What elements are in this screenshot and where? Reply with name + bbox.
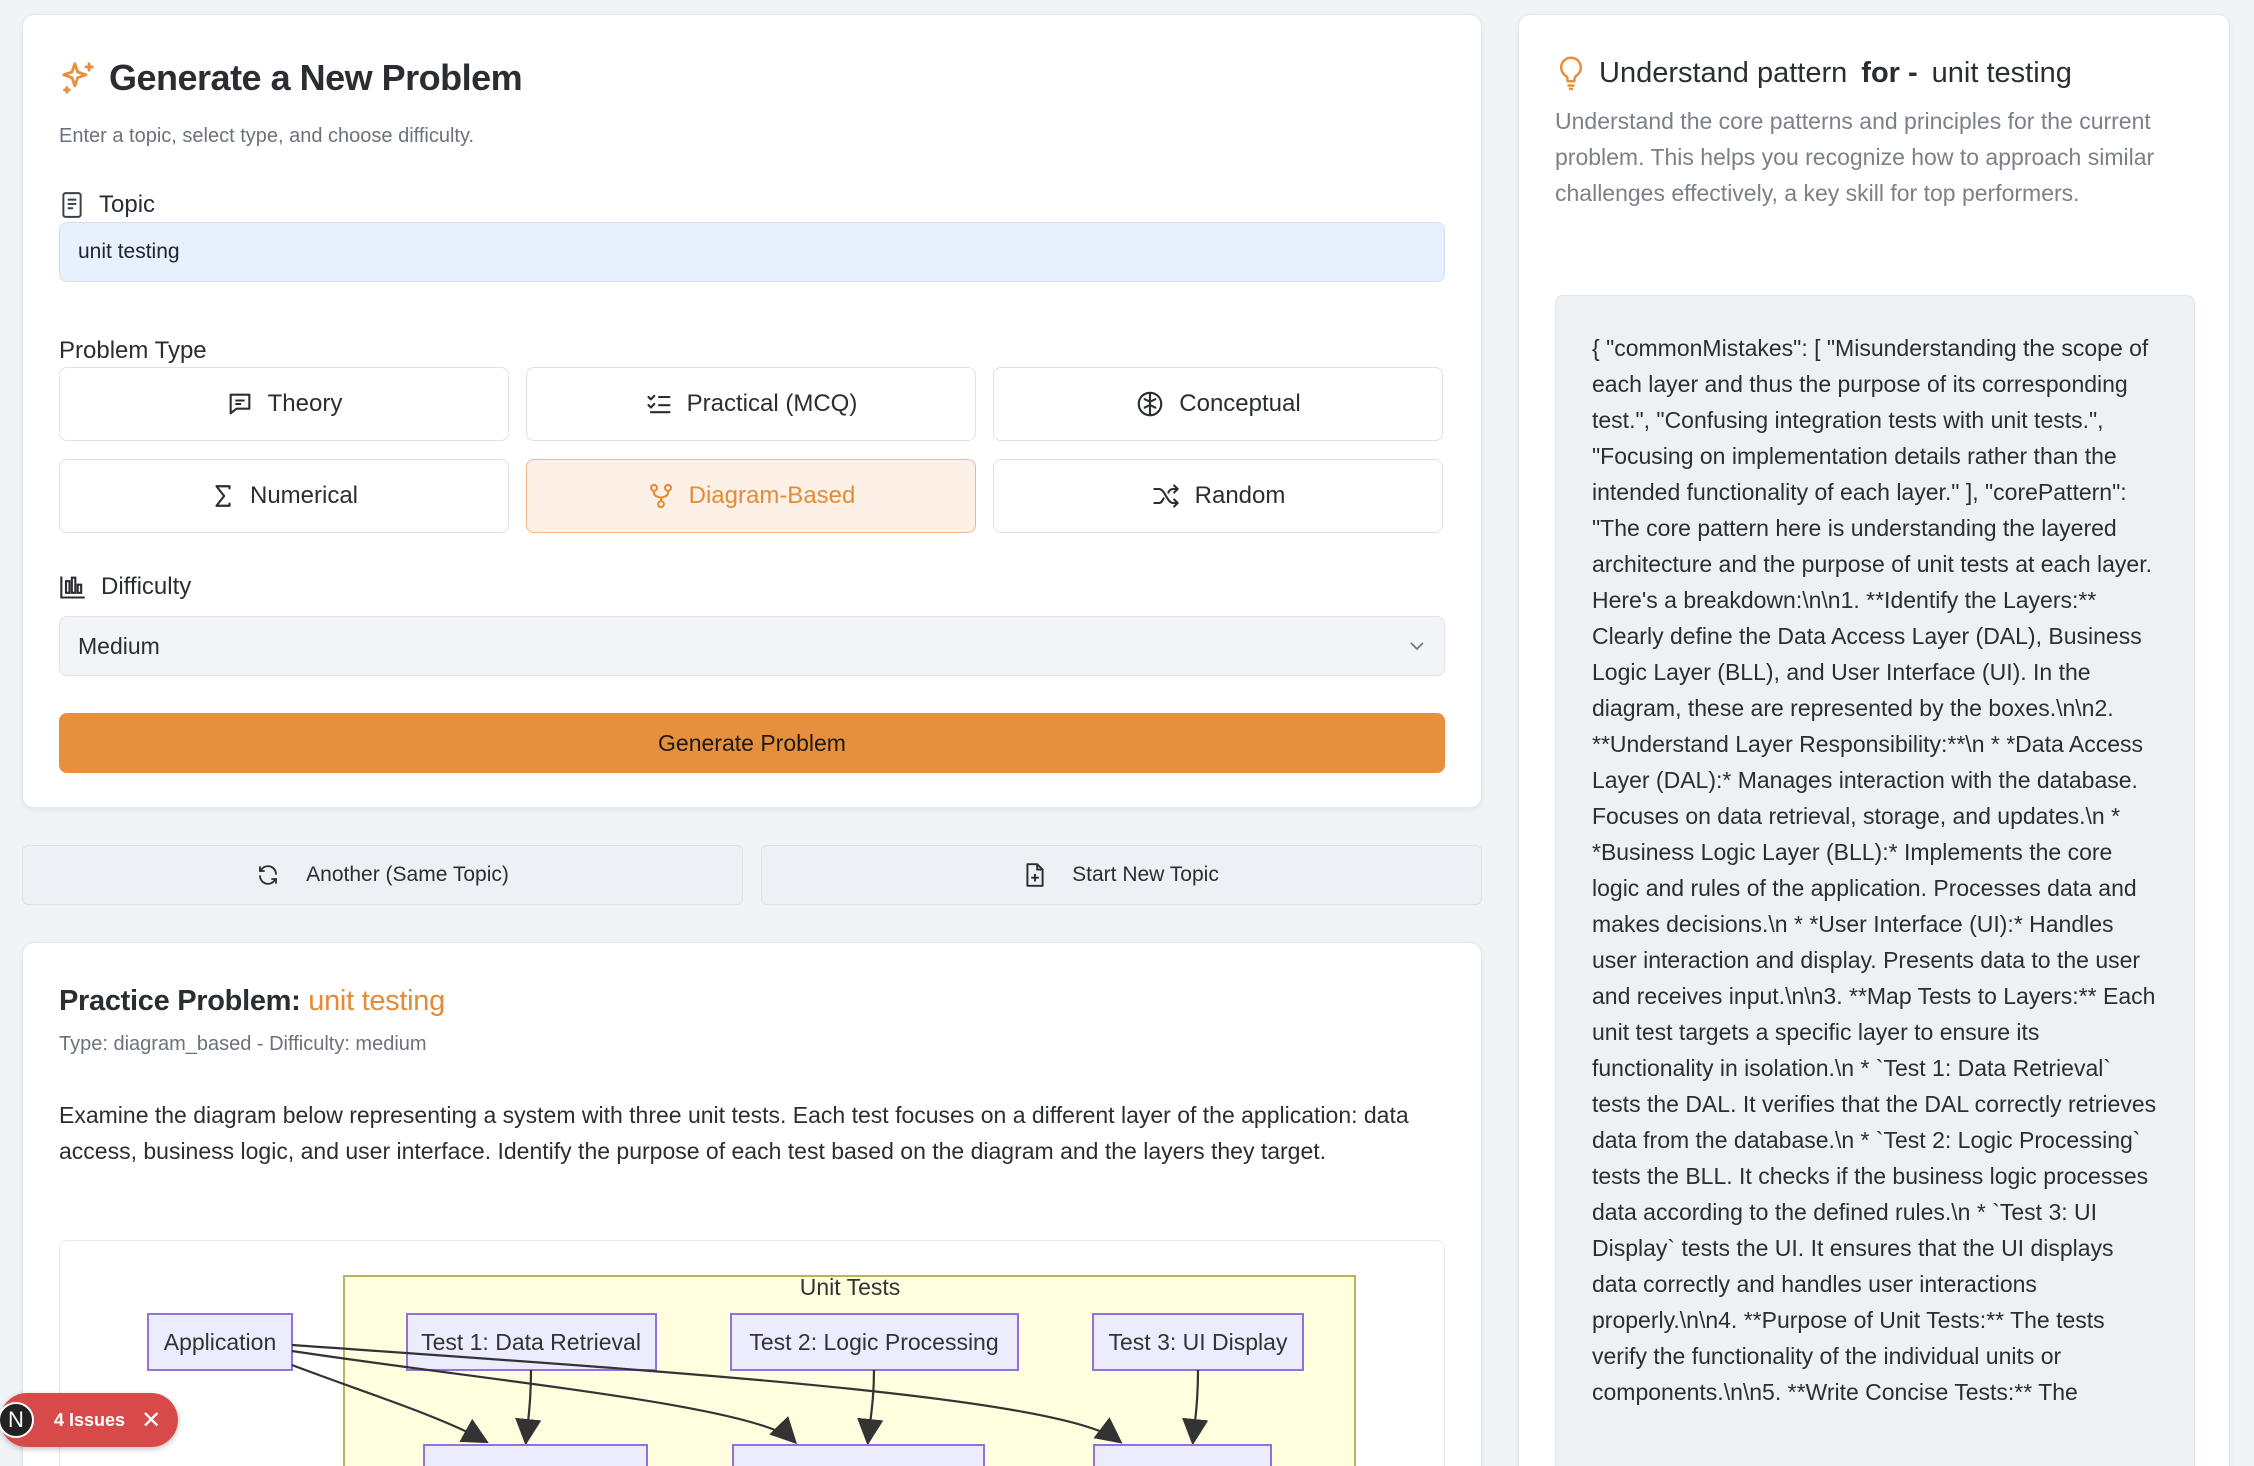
test-2-label: Test 2: Logic Processing bbox=[749, 1329, 999, 1355]
generator-header bbox=[59, 57, 522, 99]
difficulty-value: Medium bbox=[78, 632, 160, 659]
generate-problem-button[interactable]: Generate Problem bbox=[59, 713, 1445, 773]
sparkles-icon bbox=[59, 59, 97, 97]
pattern-title: Understand pattern for - unit testing bbox=[1557, 55, 2072, 91]
lightbulb-icon bbox=[1557, 55, 1585, 91]
type-numerical-button[interactable]: Numerical bbox=[59, 459, 509, 533]
chevron-down-icon bbox=[1408, 640, 1426, 652]
practice-problem-card bbox=[22, 942, 1482, 1466]
practice-title: Practice Problem: unit testing bbox=[59, 985, 445, 1017]
bar-chart-icon bbox=[59, 574, 87, 600]
close-icon[interactable]: ✕ bbox=[141, 1406, 162, 1434]
application-label: Application bbox=[163, 1329, 277, 1355]
pattern-content: { "commonMistakes": [ "Misunderstanding the scope of each layer and thus the purpose of its corresponding test.", "Confusing integration tests with unit tests.", "Focusing on implementation details rather than the intended functionality of each layer." ], "corePattern": "The core pattern here is understanding the layered architecture and the purpose of unit tests at each layer. Here's a breakdown:\n\n1. **Identify the Layers:** Clearly define the Data Access Layer (DAL), Business Logic Layer (BLL), and User Interface (UI). In the diagram, these are represented by the boxes.\n\n2. **Understand Layer Responsibility:**\n * *Data Access Layer (DAL):* Manages interaction with the database. Focuses on data retrieval, storage, and updates.\n * *Business Logic Layer (BLL):* Implements the core logic and rules of the application. Processes data and makes decisions.\n * *User Interface (UI):* Handles user interaction and display. Presents data to the user and receives input.\n\n3. **Map Tests to Layers:** Each unit test targets a specific layer to ensure its functionality in isolation.\n * `Test 1: Data Retrieval` tests the DAL. It verifies that the DAL correctly retrieves data from the database.\n * `Test 2: Logic Processing` tests the BLL. It checks if the business logic processes data according to the defined rules.\n * `Test 3: UI Display` tests the UI. It ensures that the UI displays data correctly and handles user interactions properly.\n\n4. **Purpose of Unit Tests:** The tests verify the functionality of the individual units or components.\n\n5. **Write Concise Tests:** The bbox=[1592, 335, 2157, 1405]
shuffle-icon bbox=[1151, 482, 1181, 510]
type-conceptual-button[interactable]: Conceptual bbox=[993, 367, 1443, 441]
layer-node-2 bbox=[733, 1445, 984, 1466]
generator-title: Generate a New Problem bbox=[109, 57, 523, 98]
pattern-card bbox=[1518, 14, 2230, 1466]
layer-node-3 bbox=[1094, 1445, 1271, 1466]
issues-count[interactable]: 4 Issues bbox=[54, 1409, 126, 1430]
file-plus-icon bbox=[1024, 862, 1046, 888]
topic-label: Topic bbox=[59, 191, 155, 219]
layer-node-1 bbox=[424, 1445, 647, 1466]
diagram-container bbox=[59, 1240, 1445, 1466]
type-diagram-button[interactable]: Diagram-Based bbox=[526, 459, 976, 533]
type-random-button[interactable]: Random bbox=[993, 459, 1443, 533]
type-practical-button[interactable]: Practical (MCQ) bbox=[526, 367, 976, 441]
generator-subtitle: Enter a topic, select type, and choose difficulty. bbox=[59, 125, 475, 147]
generator-card bbox=[22, 14, 1482, 808]
notebook-icon bbox=[59, 191, 85, 219]
list-checks-icon bbox=[645, 390, 673, 418]
issues-badge[interactable] bbox=[0, 1393, 178, 1447]
pattern-description: Understand the core patterns and principles for the current problem. This helps you recognize how to approach similar challenges effectively, a key skill for top performers. bbox=[1555, 108, 2155, 206]
start-new-topic-button[interactable]: Start New Topic bbox=[761, 845, 1482, 905]
unit-tests-diagram bbox=[60, 1241, 1445, 1466]
group-label: Unit Tests bbox=[799, 1274, 901, 1300]
another-same-topic-button[interactable]: Another (Same Topic) bbox=[22, 845, 743, 905]
sigma-icon bbox=[210, 482, 236, 510]
type-theory-button[interactable]: Theory bbox=[59, 367, 509, 441]
message-square-icon bbox=[226, 390, 254, 418]
workflow-icon bbox=[647, 482, 675, 510]
topic-input[interactable]: unit testing bbox=[59, 222, 1445, 282]
difficulty-select[interactable] bbox=[59, 616, 1445, 676]
practice-description: Examine the diagram below representing a system with three unit tests. Each test focuses on a different layer of the application: data access, business logic, and user interface. Identify the purpose of each test based on the diagram and the layers they target. bbox=[59, 1102, 1409, 1164]
difficulty-label: Difficulty bbox=[59, 573, 191, 601]
nextjs-logo-icon[interactable]: N bbox=[0, 1402, 34, 1438]
practice-meta: Type: diagram_based - Difficulty: medium bbox=[59, 1033, 427, 1055]
refresh-icon bbox=[256, 863, 280, 887]
problem-type-label: Problem Type bbox=[59, 337, 207, 364]
test-1-label: Test 1: Data Retrieval bbox=[421, 1329, 641, 1355]
pattern-content-box bbox=[1555, 295, 2195, 1466]
practice-topic: unit testing bbox=[308, 985, 445, 1017]
brain-icon bbox=[1135, 389, 1165, 419]
test-3-label: Test 3: UI Display bbox=[1108, 1329, 1288, 1355]
